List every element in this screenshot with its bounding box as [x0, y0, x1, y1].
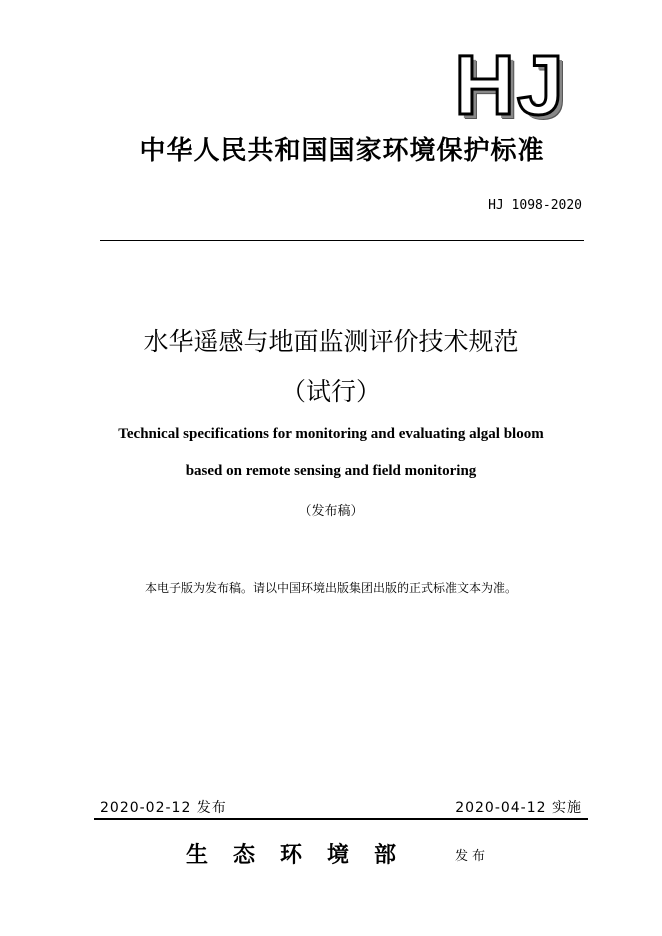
- issuer-suffix: 发布: [455, 849, 490, 864]
- draft-note: （发布稿）: [298, 504, 364, 519]
- electronic-version-notice: 本电子版为发布稿。请以中国环境出版集团出版的正式标准文本为准。: [144, 581, 517, 595]
- implementation-date: 2020-04-12 实施: [455, 800, 582, 816]
- issue-date: 2020-02-12 发布: [100, 800, 227, 816]
- issuer-name: 生态环境部: [186, 842, 422, 868]
- hj-logo: HJ: [454, 38, 566, 132]
- document-title-en-line1: Technical specifications for monitoring and evaluating algal bloom: [118, 426, 544, 442]
- document-title-en-line2: based on remote sensing and field monitoring: [185, 463, 477, 479]
- top-divider: [100, 240, 584, 241]
- document-title-trial: （试行）: [280, 377, 381, 406]
- org-title: 中华人民共和国国家环境保护标准: [139, 136, 545, 166]
- document-title-cn: 水华遥感与地面监测评价技术规范: [143, 327, 519, 356]
- standard-number: HJ 1098-2020: [488, 198, 582, 213]
- bottom-divider: [94, 818, 588, 820]
